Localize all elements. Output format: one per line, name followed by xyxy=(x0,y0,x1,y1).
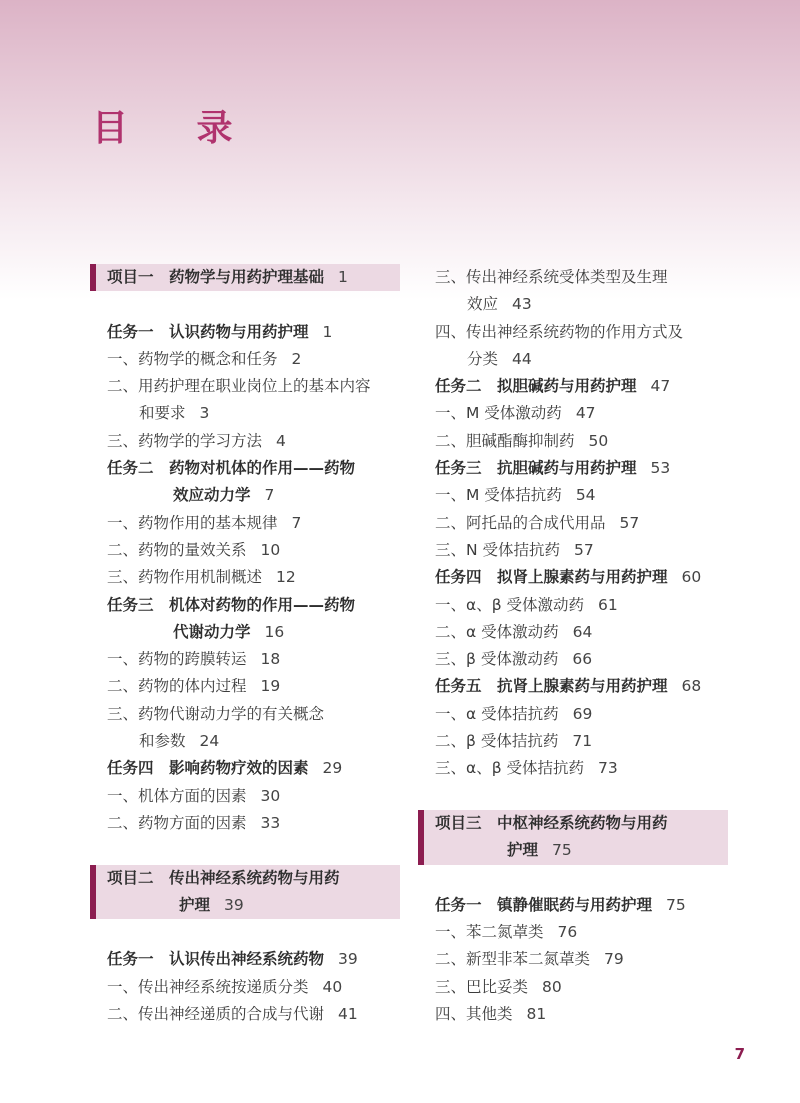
toc-page-number: 68 xyxy=(681,677,702,696)
toc-page-number: 54 xyxy=(575,486,596,505)
toc-task-heading[interactable] xyxy=(90,755,400,782)
toc-text: 任务四 拟肾上腺素药与用药护理 xyxy=(435,568,668,587)
toc-entry[interactable] xyxy=(90,537,400,564)
toc-line xyxy=(90,673,400,700)
toc-page-number: 81 xyxy=(526,1005,547,1024)
toc-entry[interactable] xyxy=(418,400,728,427)
toc-task-heading[interactable] xyxy=(418,673,728,700)
toc-project-heading[interactable] xyxy=(90,264,400,291)
toc-line xyxy=(90,728,400,755)
toc-page-number: 19 xyxy=(260,677,281,696)
toc-line xyxy=(90,592,400,619)
toc-line xyxy=(418,974,728,1001)
page-title: 目 录 xyxy=(92,108,261,149)
toc-line xyxy=(435,837,728,864)
toc-line xyxy=(90,810,400,837)
spacer xyxy=(418,783,728,810)
toc-line xyxy=(90,701,400,728)
toc-entry[interactable] xyxy=(90,783,400,810)
toc-line xyxy=(418,919,728,946)
toc-entry[interactable] xyxy=(90,428,400,455)
toc-page-number: 18 xyxy=(260,650,281,669)
toc-line xyxy=(418,619,728,646)
toc-page-number: 30 xyxy=(260,786,281,805)
toc-text: 三、N 受体拮抗药 xyxy=(435,540,561,559)
toc-entry[interactable] xyxy=(418,946,728,973)
toc-task-heading[interactable] xyxy=(418,564,728,591)
toc-line xyxy=(418,1001,728,1028)
toc-entry[interactable] xyxy=(418,728,728,755)
toc-text: 项目一 药物学与用药护理基础 xyxy=(107,268,325,286)
toc-page-number: 75 xyxy=(552,841,572,860)
toc-page-number: 39 xyxy=(338,950,358,969)
toc-line xyxy=(90,373,400,400)
toc-entry[interactable] xyxy=(418,592,728,619)
toc-left-column xyxy=(90,264,400,1028)
toc-page-number: 64 xyxy=(572,622,593,641)
toc-text: 三、药物代谢动力学的有关概念 xyxy=(107,704,325,723)
toc-page-number: 40 xyxy=(322,977,343,996)
toc-text: 三、药物学的学习方法 xyxy=(107,431,263,450)
toc-line xyxy=(90,783,400,810)
toc-task-heading[interactable] xyxy=(90,592,400,647)
toc-line xyxy=(418,482,728,509)
spacer xyxy=(90,919,400,946)
toc-entry[interactable] xyxy=(90,701,400,756)
toc-entry[interactable] xyxy=(418,619,728,646)
toc-text: 一、苯二氮䓬类 xyxy=(435,923,544,942)
toc-text: 二、β 受体拮抗药 xyxy=(435,732,559,751)
toc-page-number: 80 xyxy=(542,977,562,996)
toc-text: 任务三 机体对药物的作用——药物 xyxy=(107,595,356,614)
toc-text: 分类 xyxy=(467,349,499,368)
toc-line xyxy=(90,400,400,427)
toc-text: 一、M 受体拮抗药 xyxy=(435,486,562,505)
toc-line xyxy=(90,564,400,591)
toc-page-number: 4 xyxy=(276,431,286,450)
toc-entry[interactable] xyxy=(418,919,728,946)
toc-text: 代谢动力学 xyxy=(173,622,251,641)
toc-entry[interactable] xyxy=(90,673,400,700)
toc-page-number: 57 xyxy=(574,540,594,559)
spacer xyxy=(90,837,400,864)
toc-line xyxy=(418,400,728,427)
toc-page-number: 3 xyxy=(199,404,210,423)
toc-line xyxy=(107,892,400,919)
toc-text: 二、药物的量效关系 xyxy=(107,540,247,559)
toc-project-heading[interactable] xyxy=(418,810,728,865)
toc-line xyxy=(418,728,728,755)
toc-line xyxy=(107,865,400,892)
toc-entry[interactable] xyxy=(418,428,728,455)
toc-line xyxy=(418,564,728,591)
toc-page-number: 24 xyxy=(199,732,220,751)
toc-task-heading[interactable] xyxy=(90,319,400,346)
toc-page-number: 29 xyxy=(322,759,343,778)
toc-page-number: 53 xyxy=(650,459,671,478)
toc-page-number: 12 xyxy=(276,568,296,587)
toc-line xyxy=(90,946,400,973)
toc-line xyxy=(90,755,400,782)
toc-entry[interactable] xyxy=(418,755,728,782)
toc-text: 效应 xyxy=(467,295,499,314)
toc-page-number: 50 xyxy=(588,431,609,450)
toc-text: 任务二 拟胆碱药与用药护理 xyxy=(435,377,637,396)
toc-line xyxy=(435,810,728,837)
toc-task-heading[interactable] xyxy=(418,373,728,400)
toc-entry[interactable] xyxy=(418,319,728,374)
toc-page-number: 39 xyxy=(224,895,244,914)
toc-text: 项目二 传出神经系统药物与用药 xyxy=(107,868,340,887)
toc-task-heading[interactable] xyxy=(90,455,400,510)
toc-text: 一、传出神经系统按递质分类 xyxy=(107,977,309,996)
toc-entry[interactable] xyxy=(90,646,400,673)
toc-line xyxy=(90,646,400,673)
toc-text: 二、药物的体内过程 xyxy=(107,677,247,696)
toc-text: 二、阿托品的合成代用品 xyxy=(435,513,606,532)
toc-line xyxy=(418,755,728,782)
page-number: 7 xyxy=(734,1045,745,1063)
toc-line xyxy=(90,428,400,455)
toc-line xyxy=(90,974,400,1001)
toc-text: 三、β 受体激动药 xyxy=(435,650,559,669)
toc-entry[interactable] xyxy=(90,564,400,591)
toc-text: 任务四 影响药物疗效的因素 xyxy=(107,759,309,778)
toc-line xyxy=(418,291,728,318)
toc-line xyxy=(418,373,728,400)
toc-entry[interactable] xyxy=(90,373,400,428)
toc-page-number: 61 xyxy=(598,595,618,614)
toc-text: 一、M 受体激动药 xyxy=(435,404,562,423)
toc-line xyxy=(418,673,728,700)
toc-page-number: 76 xyxy=(557,923,578,942)
toc-text: 二、传出神经递质的合成与代谢 xyxy=(107,1005,325,1024)
toc-line xyxy=(90,346,400,373)
toc-line xyxy=(90,319,400,346)
toc-line xyxy=(90,619,400,646)
toc-entry[interactable] xyxy=(418,701,728,728)
toc-text: 任务五 抗肾上腺素药与用药护理 xyxy=(435,677,668,696)
toc-text: 和要求 xyxy=(139,404,186,423)
toc-text: 和参数 xyxy=(139,732,186,751)
toc-line xyxy=(418,946,728,973)
toc-page-number: 73 xyxy=(598,759,618,778)
toc-text: 一、药物的跨膜转运 xyxy=(107,650,247,669)
toc-line xyxy=(107,264,400,291)
toc-page-number: 43 xyxy=(512,295,532,314)
toc-text: 二、α 受体激动药 xyxy=(435,622,559,641)
toc-text: 一、机体方面的因素 xyxy=(107,786,247,805)
toc-text: 四、其他类 xyxy=(435,1005,513,1024)
toc-text: 任务一 镇静催眠药与用药护理 xyxy=(435,895,653,914)
toc-line xyxy=(418,701,728,728)
toc-line xyxy=(418,537,728,564)
toc-page-number: 2 xyxy=(291,349,302,368)
toc-line xyxy=(90,1001,400,1028)
toc-text: 护理 xyxy=(179,895,211,914)
toc-page-number: 57 xyxy=(619,513,640,532)
toc-page-number: 7 xyxy=(264,486,275,505)
toc-text: 任务三 抗胆碱药与用药护理 xyxy=(435,459,637,478)
toc-task-heading[interactable] xyxy=(418,892,728,919)
toc-page-number: 69 xyxy=(572,704,593,723)
toc-line xyxy=(418,264,728,291)
toc-text: 护理 xyxy=(507,841,539,860)
toc-text: 任务一 认识药物与用药护理 xyxy=(107,322,309,341)
toc-text: 二、药物方面的因素 xyxy=(107,813,247,832)
toc-text: 一、药物作用的基本规律 xyxy=(107,513,278,532)
toc-text: 一、α、β 受体激动药 xyxy=(435,595,585,614)
toc-entry[interactable] xyxy=(418,264,728,319)
toc-entry[interactable] xyxy=(418,974,728,1001)
toc-project-heading[interactable] xyxy=(90,865,400,920)
toc-page-number: 16 xyxy=(264,622,285,641)
toc-line xyxy=(418,892,728,919)
toc-text: 任务二 药物对机体的作用——药物 xyxy=(107,459,356,478)
toc-page-number: 66 xyxy=(572,650,593,669)
toc-line xyxy=(418,346,728,373)
toc-page-number: 79 xyxy=(604,950,624,969)
toc-entry[interactable] xyxy=(418,1001,728,1028)
toc-text: 一、药物学的概念和任务 xyxy=(107,349,278,368)
toc-right-column xyxy=(418,264,728,1028)
toc-line xyxy=(90,510,400,537)
toc-text: 四、传出神经系统药物的作用方式及 xyxy=(435,322,684,341)
toc-text: 三、传出神经系统受体类型及生理 xyxy=(435,268,668,286)
toc-entry[interactable] xyxy=(90,810,400,837)
toc-line xyxy=(90,455,400,482)
toc-text: 三、药物作用机制概述 xyxy=(107,568,263,587)
toc-line xyxy=(90,482,400,509)
toc-entry[interactable] xyxy=(418,646,728,673)
spacer xyxy=(90,291,400,318)
toc-text: 三、巴比妥类 xyxy=(435,977,529,996)
toc-line xyxy=(418,646,728,673)
toc-entry[interactable] xyxy=(90,1001,400,1028)
toc-page-number: 47 xyxy=(650,377,671,396)
spacer xyxy=(418,865,728,892)
toc-page-number: 71 xyxy=(572,732,593,751)
toc-line xyxy=(418,428,728,455)
toc-page-number: 60 xyxy=(681,568,702,587)
toc-text: 一、α 受体拮抗药 xyxy=(435,704,559,723)
toc-line xyxy=(418,510,728,537)
toc-text: 效应动力学 xyxy=(173,486,251,505)
toc-page-number: 33 xyxy=(260,813,281,832)
toc-page-number: 47 xyxy=(575,404,596,423)
toc-entry[interactable] xyxy=(418,510,728,537)
toc-page-number: 10 xyxy=(260,540,281,559)
toc-task-heading[interactable] xyxy=(418,455,728,482)
toc-page-number: 41 xyxy=(338,1005,358,1024)
toc-page-number: 1 xyxy=(338,268,348,286)
toc-text: 任务一 认识传出神经系统药物 xyxy=(107,950,325,969)
toc-entry[interactable] xyxy=(90,346,400,373)
toc-line xyxy=(418,455,728,482)
toc-text: 二、用药护理在职业岗位上的基本内容 xyxy=(107,377,371,396)
toc-page-number: 44 xyxy=(512,349,532,368)
toc-entry[interactable] xyxy=(90,974,400,1001)
toc-line xyxy=(418,592,728,619)
toc-line xyxy=(418,319,728,346)
toc-text: 二、新型非苯二氮䓬类 xyxy=(435,950,591,969)
toc-text: 项目三 中枢神经系统药物与用药 xyxy=(435,813,668,832)
toc-entry[interactable] xyxy=(418,482,728,509)
toc-line xyxy=(90,537,400,564)
toc-page-number: 75 xyxy=(666,895,686,914)
toc-entry[interactable] xyxy=(418,537,728,564)
toc-page-number: 7 xyxy=(291,513,302,532)
toc-text: 二、胆碱酯酶抑制药 xyxy=(435,431,575,450)
toc-entry[interactable] xyxy=(90,510,400,537)
toc-text: 三、α、β 受体拮抗药 xyxy=(435,759,585,778)
toc-task-heading[interactable] xyxy=(90,946,400,973)
toc-page-number: 1 xyxy=(322,322,333,341)
